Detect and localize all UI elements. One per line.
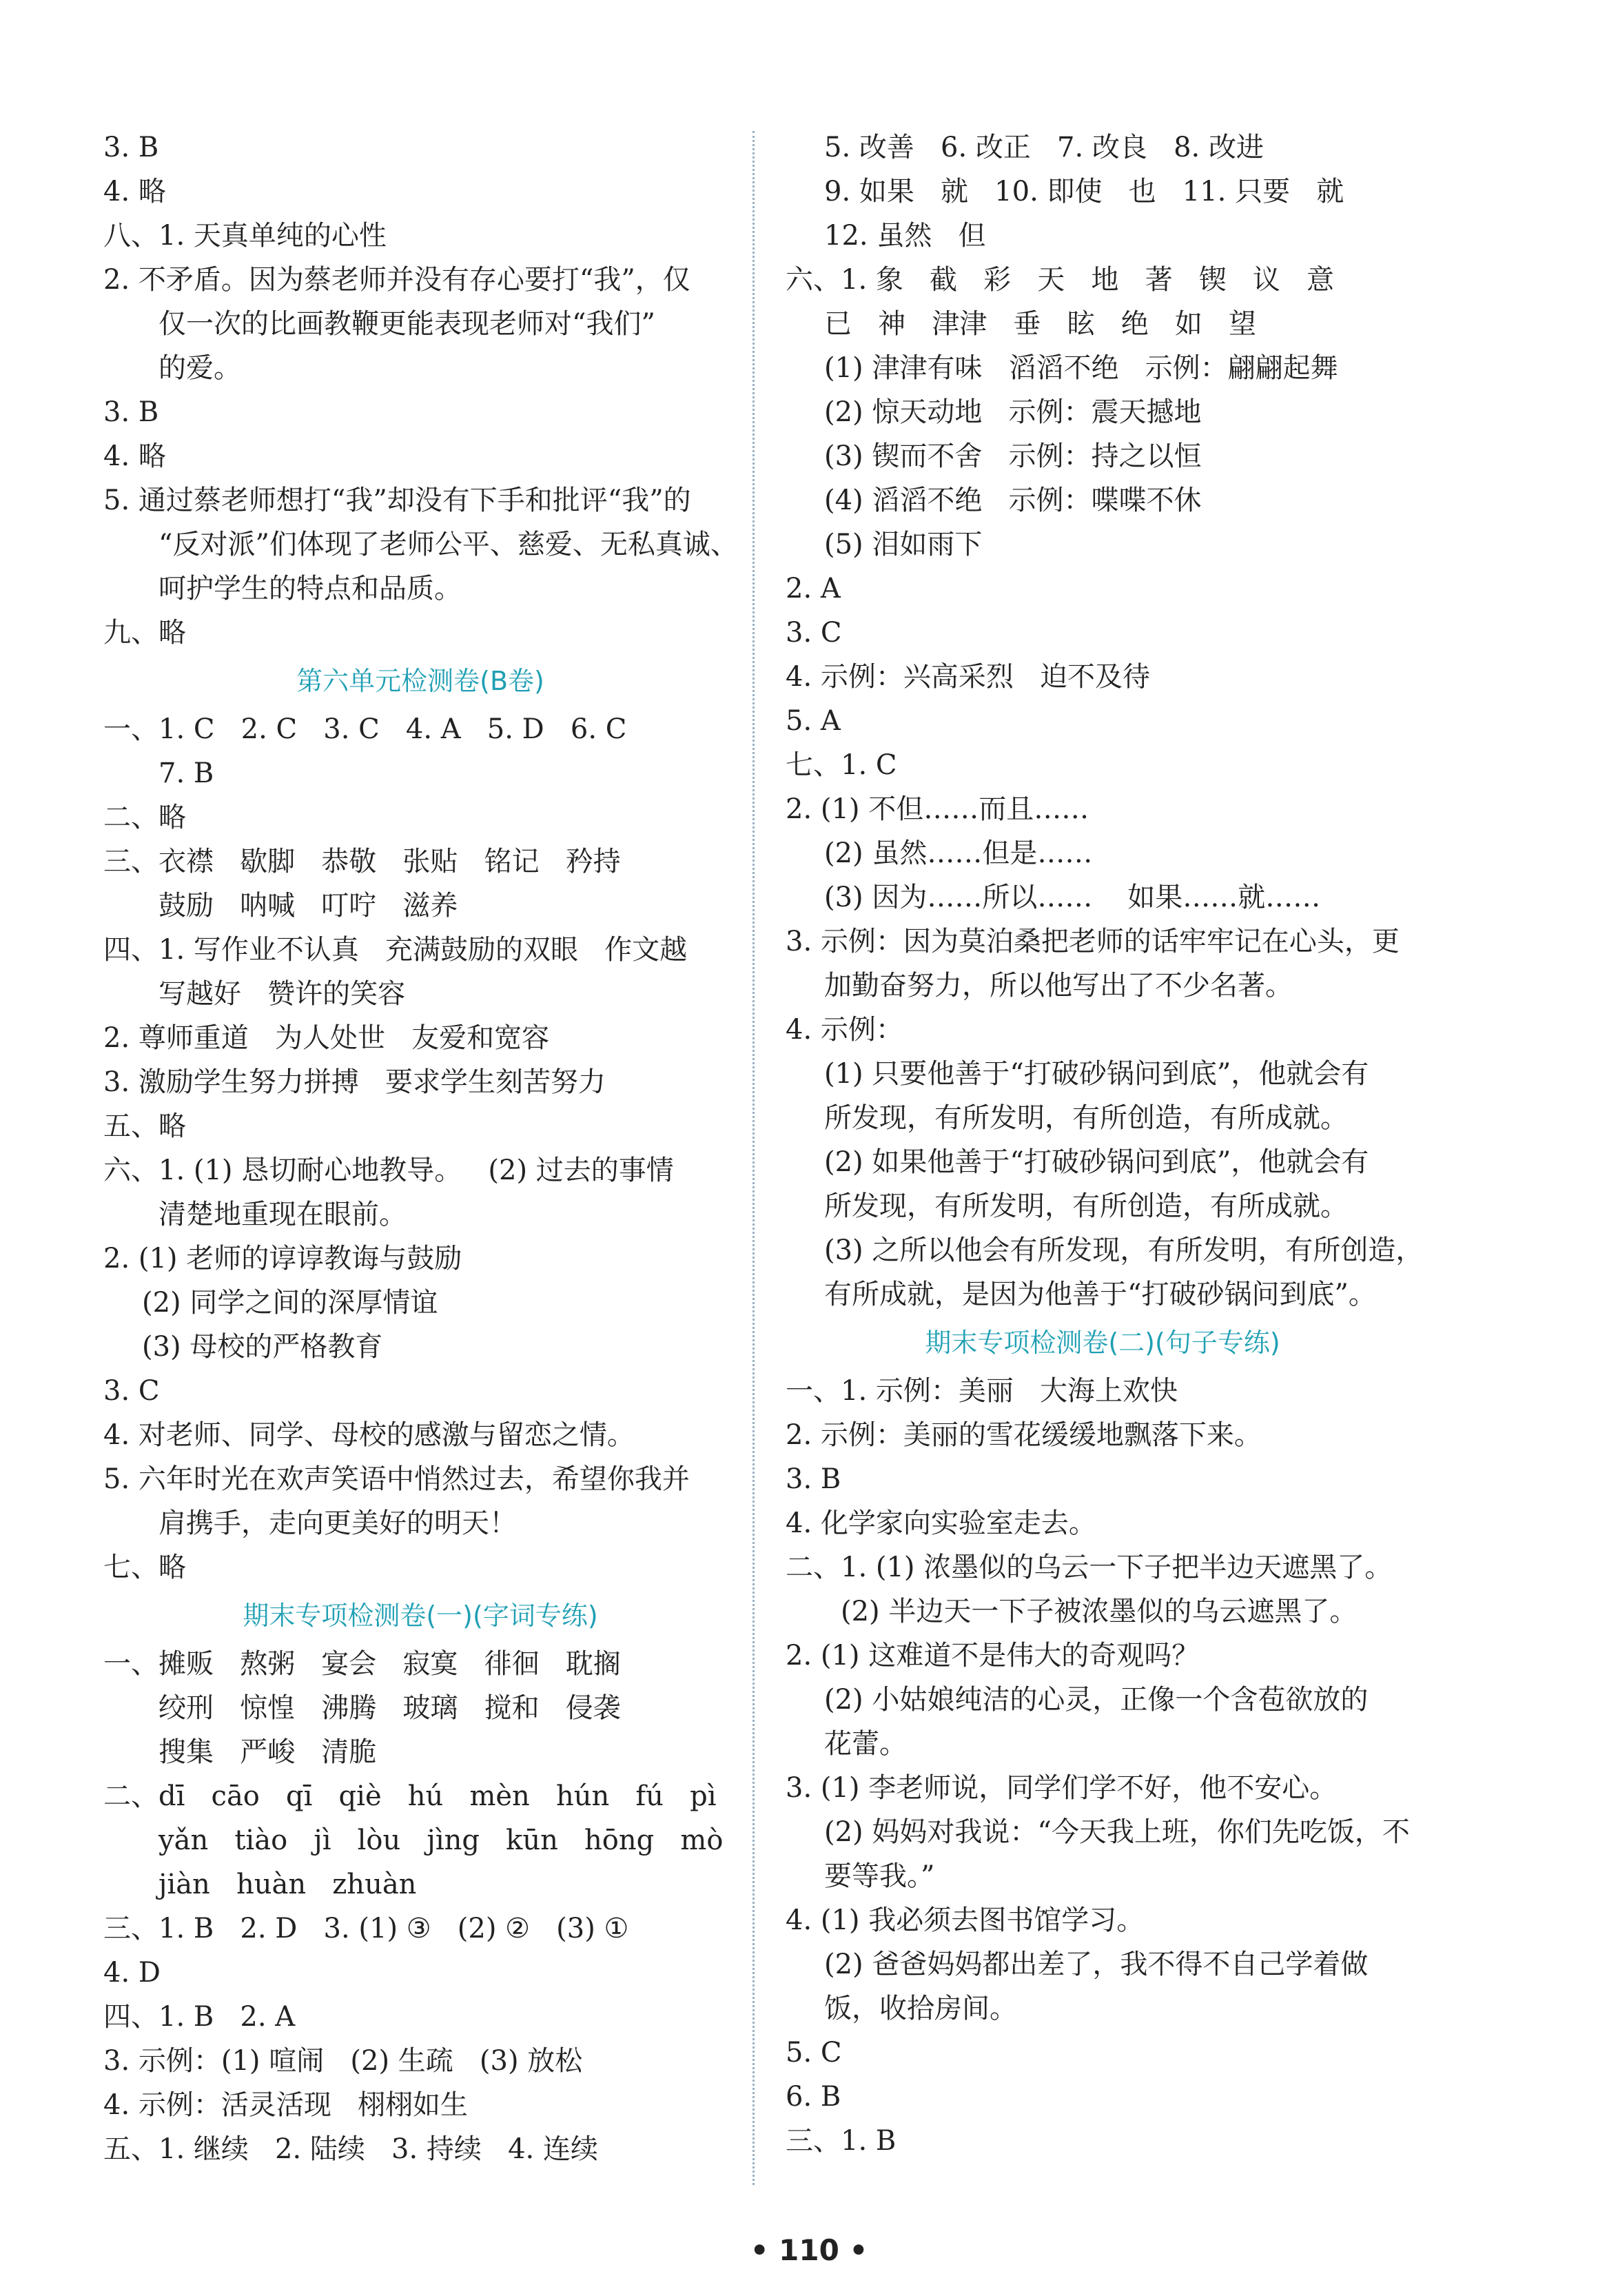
answer-line: 2. (1) 不但……而且…… [786, 793, 1089, 825]
answer-line: 八、1. 天真单纯的心性 [103, 220, 387, 252]
answer-line: 3. 激励学生努力拼搏 要求学生刻苦努力 [103, 1066, 606, 1098]
answer-line: (2) 虽然……但是…… [824, 837, 1093, 869]
answer-line: 七、1. C [786, 749, 897, 781]
answer-line: 4. D [103, 1957, 161, 1989]
answer-line: 二、略 [103, 802, 186, 833]
answer-line: 4. 示例： [786, 1014, 903, 1046]
answer-line: (2) 爸爸妈妈都出差了，我不得不自己学着做 [824, 1949, 1369, 1980]
answer-line: 3. B [103, 396, 159, 428]
answer-line: 饭，收拾房间。 [824, 1993, 1017, 2024]
answer-line: (5) 泪如雨下 [824, 529, 983, 560]
answer-line: 一、1. C 2. C 3. C 4. A 5. D 6. C [103, 713, 627, 745]
section-title: 期末专项检测卷(二)(句子专练) [925, 1328, 1280, 1358]
answer-line: (2) 小姑娘纯洁的心灵，正像一个含苞欲放的 [824, 1684, 1369, 1716]
answer-line: 3. (1) 李老师说，同学们学不好，他不安心。 [786, 1772, 1338, 1804]
answer-line: (2) 同学之间的深厚情谊 [142, 1287, 438, 1319]
answer-line: 5. A [786, 705, 841, 737]
answer-line: (2) 妈妈对我说：“今天我上班，你们先吃饭，不 [824, 1816, 1410, 1848]
answer-line: 二、1. (1) 浓墨似的乌云一下子把半边天遮黑了。 [786, 1552, 1393, 1583]
answer-line: 3. C [786, 617, 842, 649]
answer-line: 要等我。” [824, 1860, 935, 1892]
answer-line: 2. 不矛盾。因为蔡老师并没有存心要打“我”，仅 [103, 264, 690, 296]
answer-line: 3. C [103, 1375, 160, 1407]
answer-line: (2) 如果他善于“打破砂锅问到底”，他就会有 [824, 1146, 1369, 1178]
answer-line: 绞刑 惊惶 沸腾 玻璃 搅和 侵袭 [158, 1692, 621, 1724]
answer-line: (2) 惊天动地 示例：震天撼地 [824, 396, 1202, 428]
answer-line: 的爱。 [158, 352, 241, 384]
answer-line: 3. B [786, 1463, 841, 1495]
answer-line: (3) 母校的严格教育 [142, 1331, 383, 1363]
answer-line: 5. 六年时光在欢声笑语中悄然过去，希望你我并 [103, 1463, 690, 1495]
answer-line: jiàn huàn zhuàn [158, 1869, 417, 1900]
section-title: 第六单元检测卷(B卷) [296, 666, 544, 696]
answer-line: 4. (1) 我必须去图书馆学习。 [786, 1904, 1145, 1936]
answer-line: 2. A [786, 573, 841, 605]
answer-line: (3) 因为……所以…… 如果……就…… [824, 882, 1321, 913]
page-number: • 110 • [750, 2233, 868, 2267]
answer-line: 二、dī cāo qī qiè hú mèn hún fú pì [103, 1780, 717, 1812]
answer-line: 一、1. 示例：美丽 大海上欢快 [786, 1375, 1178, 1407]
answer-line: 写越好 赞许的笑容 [158, 978, 406, 1010]
answer-line: 所发现，有所发明，有所创造，有所成就。 [824, 1190, 1348, 1222]
answer-line: 三、1. B [786, 2125, 897, 2157]
answer-line: (3) 锲而不舍 示例：持之以恒 [824, 440, 1202, 472]
column-divider [752, 131, 755, 2185]
answer-line: 9. 如果 就 10. 即使 也 11. 只要 就 [824, 176, 1344, 207]
answer-line: 鼓励 呐喊 叮咛 滋养 [158, 890, 458, 922]
answer-line: 2. (1) 老师的谆谆教诲与鼓励 [103, 1243, 462, 1274]
answer-line: 花蕾。 [824, 1728, 907, 1760]
answer-line: (3) 之所以他会有所发现，有所发明，有所创造， [824, 1235, 1424, 1266]
answer-line: 六、1. (1) 恳切耐心地教导。 (2) 过去的事情 [103, 1155, 674, 1186]
answer-line: 3. B [103, 132, 159, 163]
answer-line: 3. 示例：因为莫泊桑把老师的话牢牢记在心头，更 [786, 926, 1400, 957]
answer-line: 三、1. B 2. D 3. (1) ③ (2) ② (3) ① [103, 1913, 629, 1944]
answer-line: 2. (1) 这难道不是伟大的奇观吗？ [786, 1640, 1200, 1672]
answer-line: 4. 化学家向实验室走去。 [786, 1507, 1096, 1539]
answer-line: 4. 略 [103, 176, 166, 207]
answer-line: 6. B [786, 2081, 841, 2113]
answer-line: 2. 尊师重道 为人处世 友爱和宽容 [103, 1022, 550, 1054]
answer-line: 肩携手，走向更美好的明天！ [158, 1507, 517, 1539]
answer-line: 清楚地重现在眼前。 [158, 1199, 407, 1230]
answer-line: 七、略 [103, 1552, 186, 1583]
section-title: 期末专项检测卷(一)(字词专练) [243, 1601, 598, 1631]
answer-line: 加勤奋努力，所以他写出了不少名著。 [824, 970, 1293, 1002]
answer-line: “反对派”们体现了老师公平、慈爱、无私真诚、 [158, 529, 738, 560]
answer-line: 5. 通过蔡老师想打“我”却没有下手和批评“我”的 [103, 485, 691, 516]
left-answer-column [103, 125, 737, 2171]
answer-line: 12. 虽然 但 [824, 220, 986, 252]
answer-line: 四、1. B 2. A [103, 2001, 296, 2033]
answer-line: 五、1. 继续 2. 陆续 3. 持续 4. 连续 [103, 2133, 598, 2165]
answer-line: (1) 津津有味 滔滔不绝 示例：翩翩起舞 [824, 352, 1338, 384]
answer-line: (1) 只要他善于“打破砂锅问到底”，他就会有 [824, 1058, 1369, 1090]
right-answer-column [786, 125, 1424, 2163]
answer-line: 已 神 津津 垂 眩 绝 如 望 [824, 308, 1257, 340]
answer-line: 九、略 [103, 617, 186, 649]
answer-line: 2. 示例：美丽的雪花缓缓地飘落下来。 [786, 1419, 1262, 1451]
answer-line: (4) 滔滔不绝 示例：喋喋不休 [824, 485, 1202, 516]
answer-line: 仅一次的比画教鞭更能表现老师对“我们” [158, 308, 655, 340]
answer-line: 三、衣襟 歇脚 恭敬 张贴 铭记 矜持 [103, 846, 621, 877]
answer-line: 4. 示例：活灵活现 栩栩如生 [103, 2089, 469, 2121]
answer-line: 四、1. 写作业不认真 充满鼓励的双眼 作文越 [103, 934, 688, 966]
answer-line: 5. 改善 6. 改正 7. 改良 8. 改进 [824, 132, 1264, 163]
answer-line: 呵护学生的特点和品质。 [158, 573, 462, 605]
answer-line: 搜集 严峻 清脆 [158, 1736, 377, 1768]
answer-line: (2) 半边天一下子被浓墨似的乌云遮黑了。 [841, 1596, 1358, 1627]
answer-line: 4. 对老师、同学、母校的感激与留恋之情。 [103, 1419, 635, 1451]
answer-line: 4. 示例：兴高采烈 迫不及待 [786, 661, 1151, 693]
answer-line: yǎn tiào jì lòu jìng kūn hōng mò [158, 1825, 724, 1856]
answer-line: 六、1. 象 截 彩 天 地 著 锲 议 意 [786, 264, 1335, 296]
answer-line: 4. 略 [103, 440, 166, 472]
answer-line: 7. B [158, 758, 214, 789]
answer-line: 一、摊贩 熬粥 宴会 寂寞 徘徊 耽搁 [103, 1648, 621, 1680]
answer-line: 五、略 [103, 1110, 186, 1142]
answer-line: 有所成就，是因为他善于“打破砂锅问到底”。 [824, 1279, 1376, 1310]
answer-line: 所发现，有所发明，有所创造，有所成就。 [824, 1102, 1348, 1134]
answer-line: 3. 示例：(1) 喧闹 (2) 生疏 (3) 放松 [103, 2045, 583, 2077]
answer-line: 5. C [786, 2037, 842, 2069]
